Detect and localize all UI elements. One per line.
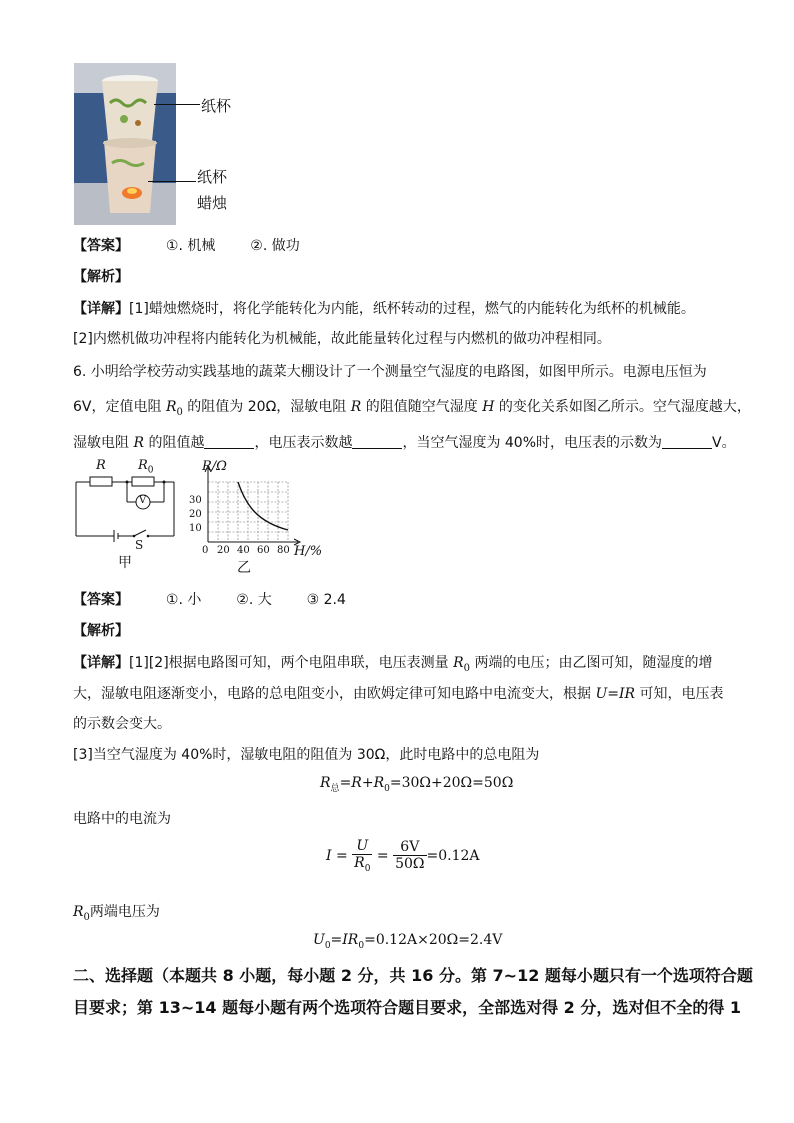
label-bottom-cup: 纸杯 (197, 168, 228, 186)
total-resistance-equation: $R_总=R+R_0=30\Omega+20\Omega=50\Omega$ (320, 775, 514, 794)
section2-heading-line1: 二、选择题（本题共 8 小题，每小题 2 分，共 16 分。第 7~12 题每小题只有一个选项符合题 (73, 966, 753, 985)
graph-xtick-40: 40 (237, 545, 250, 556)
q6-stem-line2: 6V，定值电阻 $R_0$ 的阻值为 20Ω，湿敏电阻 R 的阻值随空气湿度 H 的变化关系如图乙所示。空气湿度越大， (73, 399, 751, 418)
pointer-line-bottom-cup (148, 181, 196, 182)
q5-detail-tag: 【详解】 (73, 301, 129, 317)
voltmeter-label: V (139, 495, 147, 506)
graph-xtick-60: 60 (257, 545, 270, 556)
q5-detail-line2: [2]内燃机做功冲程将内能转化为机械能，故此能量转化过程与内燃机的做功冲程相同。 (73, 331, 611, 347)
graph-xlabel: H/% (294, 544, 323, 559)
graph-ytick-30: 30 (189, 495, 202, 506)
circuit-label-R0: $R_0$ (138, 458, 154, 476)
paper-cup-photo (74, 63, 176, 225)
section2-heading-line2: 目要求；第 13~14 题每小题有两个选项符合题目要求，全部选对得 2 分，选对但不全的得 1 (73, 998, 742, 1017)
graph-ytick-20: 20 (189, 509, 202, 520)
label-top-cup: 纸杯 (201, 97, 232, 115)
blank-1 (204, 434, 254, 449)
label-candle: 蜡烛 (197, 194, 228, 212)
circuit-label-R: R (96, 458, 106, 473)
q6-detail-tag: 【详解】 (73, 655, 129, 671)
graph-xtick-20: 20 (217, 545, 230, 556)
paper-cup-photo-drawing (74, 63, 176, 225)
q6-answer-line (73, 589, 346, 609)
q6-detail-line2: 大，湿敏电阻逐渐变小，电路的总电阻变小，由欧姆定律可知电路中电流变大，根据 U=IR 可知，电压表 (73, 686, 724, 702)
humidity-resistance-graph (188, 459, 328, 576)
q6-stem-line1: 6. 小明给学校劳动实践基地的蔬菜大棚设计了一个测量空气湿度的电路图，如图甲所示。电源电压恒为 (73, 364, 707, 380)
blank-2 (352, 434, 402, 449)
q6-stem-line3: 湿敏电阻 R 的阻值越 ，电压表示数越 ，当空气湿度为 40%时，电压表的示数为 V。 (73, 435, 736, 451)
q5-answer-1: ①. 机械 (165, 238, 216, 254)
circuit-drawing (72, 460, 187, 550)
graph-caption: 乙 (237, 560, 251, 576)
graph-ytick-10: 10 (189, 523, 202, 534)
switch-label: S (135, 538, 144, 552)
q6-answer-3: ③ 2.4 (306, 592, 346, 608)
q5-detail-line1: 【详解】[1]蜡烛燃烧时，将化学能转化为内能，纸杯转动的过程，燃气的内能转化为纸杯的机械能。 (73, 301, 695, 317)
r0-voltage-equation: $U_0=IR_0=0.12A\times 20\Omega=2.4V$ (313, 932, 503, 951)
graph-ylabel: R/Ω (202, 459, 227, 474)
q6-detail-line3: 的示数会变大。 (73, 716, 171, 732)
q5-analysis-tag: 【解析】 (73, 269, 129, 285)
q6-answer-1: ①. 小 (165, 592, 202, 608)
current-equation: I = $\frac{U}{R_0}$ = $\frac{6V}{50\Omega}$ =0.12A (326, 838, 480, 874)
q5-answer-tag: 【答案】 (73, 238, 129, 254)
circuit-caption: 甲 (118, 555, 132, 571)
pointer-line-top-cup (154, 104, 200, 105)
q6-detail-line4: [3]当空气湿度为 40%时，湿敏电阻的阻值为 30Ω，此时电路中的总电阻为 (73, 747, 540, 763)
graph-xtick-80: 80 (277, 545, 290, 556)
r0-voltage-intro: $R_0$两端电压为 (73, 904, 160, 923)
circuit-diagram (72, 460, 187, 570)
q6-analysis-tag: 【解析】 (73, 623, 129, 639)
q6-detail-line1: 【详解】[1][2]根据电路图可知，两个电阻串联，电压表测量 $R_0$ 两端的电压；由乙图可知，随湿度的增 (73, 655, 713, 674)
q5-answer-line (73, 235, 300, 255)
current-intro: 电路中的电流为 (73, 811, 171, 827)
blank-3 (662, 434, 712, 449)
graph-xtick-0: 0 (202, 545, 209, 556)
q6-answer-2: ②. 大 (236, 592, 272, 608)
q6-answer-tag: 【答案】 (73, 592, 129, 608)
q5-answer-2: ②. 做功 (250, 238, 300, 254)
